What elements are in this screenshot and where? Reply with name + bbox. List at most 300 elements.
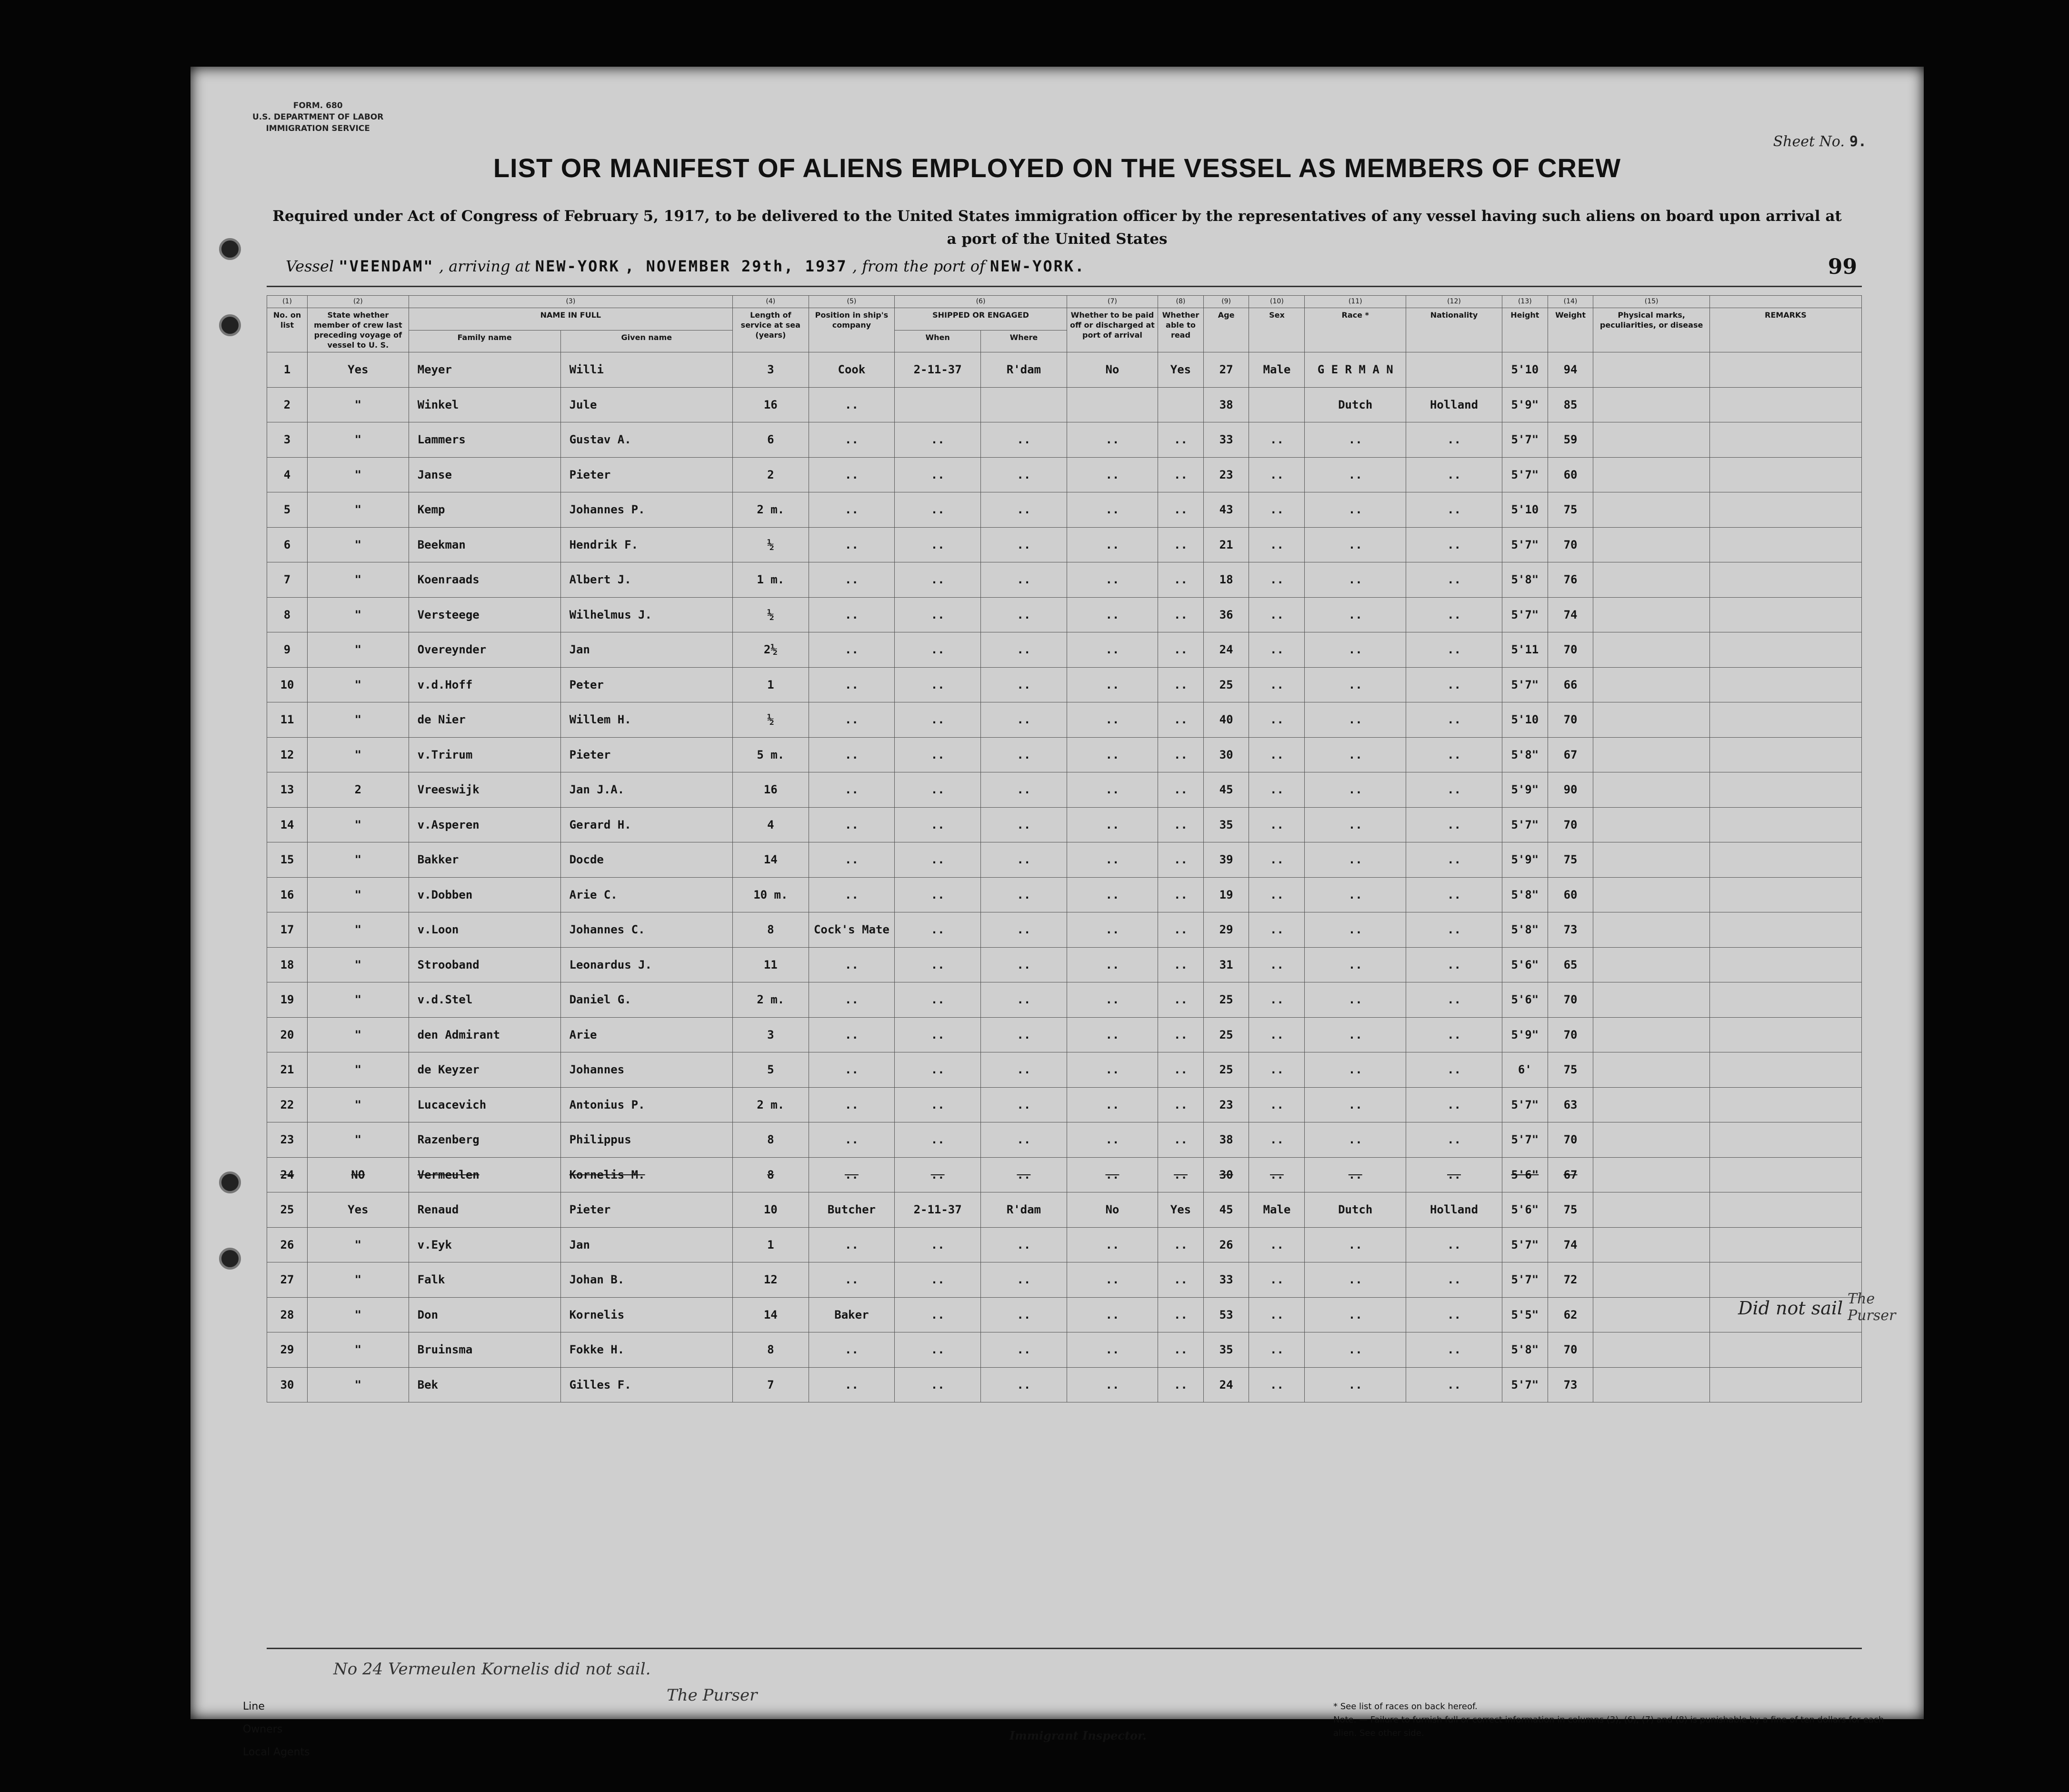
table-row <box>267 1087 1862 1122</box>
table-row <box>267 1122 1862 1158</box>
cell-weight: 94 <box>1548 352 1593 388</box>
cell-given-name: Jan J.A. <box>560 772 732 808</box>
cell-shipped-when: .. <box>895 492 981 528</box>
cell-race: .. <box>1305 737 1406 772</box>
cell-shipped-when: 2-11-37 <box>895 1192 981 1228</box>
cell-sex: .. <box>1249 1367 1305 1402</box>
cell-prev-voyage: " <box>308 527 409 562</box>
cell-sex: .. <box>1249 422 1305 458</box>
cell-given-name: Fokke H. <box>560 1332 732 1368</box>
cell-sex: Male <box>1249 1192 1305 1228</box>
cell-shipped-when: 2-11-37 <box>895 352 981 388</box>
cell-family-name: de Keyzer <box>409 1052 560 1088</box>
cell-nationality: Holland <box>1406 387 1502 422</box>
cell-position: .. <box>809 667 895 702</box>
cell-row-number: 13 <box>267 772 308 808</box>
cell-paid-off: .. <box>1067 632 1158 668</box>
cell-shipped-when: .. <box>895 527 981 562</box>
cell-position: Butcher <box>809 1192 895 1228</box>
cell-given-name: Antonius P. <box>560 1087 732 1122</box>
footnote: * See list of races on back hereof. Note. — Failure to furnish full or correct information in columns (3), (6), (7) and (8) is punishable by a fine of ten dollars for each alien. See other side. <box>1333 1702 1884 1738</box>
cell-able-to-read: .. <box>1158 632 1204 668</box>
cell-shipped-where: .. <box>981 1052 1067 1088</box>
cell-height: 5'8" <box>1502 912 1548 948</box>
cell-given-name: Pieter <box>560 457 732 492</box>
cell-service-length: 8 <box>733 1332 809 1368</box>
cell-sex: .. <box>1249 457 1305 492</box>
cell-shipped-when: .. <box>895 912 981 948</box>
table-row <box>267 1052 1862 1088</box>
cell-sex: .. <box>1249 1087 1305 1122</box>
cell-prev-voyage: " <box>308 492 409 528</box>
cell-able-to-read: .. <box>1158 842 1204 878</box>
local-agents-field: Local Agents <box>243 1746 310 1758</box>
cell-height: 5'7" <box>1502 527 1548 562</box>
arriving-port: NEW-YORK <box>535 257 620 275</box>
cell-row-number: 9 <box>267 632 308 668</box>
cell-physical <box>1593 702 1710 738</box>
cell-service-length: 10 m. <box>733 877 809 912</box>
cell-prev-voyage: 2 <box>308 772 409 808</box>
cell-family-name: v.d.Hoff <box>409 667 560 702</box>
cell-remarks <box>1709 1087 1861 1122</box>
cell-position: .. <box>809 1227 895 1262</box>
table-row <box>267 457 1862 492</box>
cell-shipped-where: .. <box>981 772 1067 808</box>
manifest-sheet <box>190 67 1924 1758</box>
cell-race: .. <box>1305 1262 1406 1298</box>
cell-nationality: .. <box>1406 527 1502 562</box>
cell-position: .. <box>809 387 895 422</box>
cell-shipped-where: .. <box>981 842 1067 878</box>
cell-physical <box>1593 1087 1710 1122</box>
cell-sex: .. <box>1249 702 1305 738</box>
cell-able-to-read: .. <box>1158 562 1204 598</box>
binder-hole <box>219 1171 241 1193</box>
cell-race: .. <box>1305 1017 1406 1052</box>
cell-race: .. <box>1305 772 1406 808</box>
cell-shipped-where: .. <box>981 1227 1067 1262</box>
cell-paid-off: .. <box>1067 737 1158 772</box>
cell-service-length: 2 <box>733 457 809 492</box>
vessel-line: Vessel "VEENDAM" , arriving at NEW-YORK , NOVEMBER 29th, 1937 , from the port of NEW-YORK. <box>286 257 1086 275</box>
line-field: Line <box>243 1701 265 1712</box>
cell-physical <box>1593 667 1710 702</box>
cell-remarks <box>1709 772 1861 808</box>
cell-shipped-where: .. <box>981 702 1067 738</box>
cell-prev-voyage: " <box>308 1262 409 1298</box>
table-row <box>267 1262 1862 1298</box>
cell-physical <box>1593 492 1710 528</box>
cell-given-name: Philippus <box>560 1122 732 1158</box>
cell-race: .. <box>1305 562 1406 598</box>
cell-age: 35 <box>1203 807 1249 842</box>
cell-family-name: v.Eyk <box>409 1227 560 1262</box>
cell-race: .. <box>1305 1367 1406 1402</box>
cell-nationality: .. <box>1406 982 1502 1018</box>
cell-position: .. <box>809 457 895 492</box>
cell-position: .. <box>809 947 895 982</box>
cell-nationality: .. <box>1406 912 1502 948</box>
cell-nationality: .. <box>1406 1122 1502 1158</box>
cell-race: .. <box>1305 982 1406 1018</box>
cell-physical <box>1593 1017 1710 1052</box>
cell-weight: 75 <box>1548 842 1593 878</box>
cell-weight: 72 <box>1548 1262 1593 1298</box>
cell-shipped-when: .. <box>895 702 981 738</box>
cell-shipped-when: .. <box>895 807 981 842</box>
cell-prev-voyage: " <box>308 947 409 982</box>
cell-able-to-read: .. <box>1158 1052 1204 1088</box>
cell-nationality: .. <box>1406 1017 1502 1052</box>
cell-prev-voyage: " <box>308 632 409 668</box>
cell-able-to-read <box>1158 387 1204 422</box>
cell-position: .. <box>809 1052 895 1088</box>
cell-paid-off: .. <box>1067 1297 1158 1332</box>
cell-prev-voyage: " <box>308 1017 409 1052</box>
cell-family-name: v.Dobben <box>409 877 560 912</box>
cell-remarks <box>1709 877 1861 912</box>
cell-remarks <box>1709 1227 1861 1262</box>
cell-family-name: Renaud <box>409 1192 560 1228</box>
table-row <box>267 1227 1862 1262</box>
cell-weight: 67 <box>1548 737 1593 772</box>
col-service: Length of service at sea (years) <box>733 308 809 352</box>
cell-sex: .. <box>1249 772 1305 808</box>
cell-remarks <box>1709 1052 1861 1088</box>
binder-hole <box>219 238 241 260</box>
cell-shipped-when: .. <box>895 597 981 632</box>
cell-age: 31 <box>1203 947 1249 982</box>
cell-race: .. <box>1305 912 1406 948</box>
cell-family-name: Janse <box>409 457 560 492</box>
cell-service-length: 2 m. <box>733 1087 809 1122</box>
cell-age: 26 <box>1203 1227 1249 1262</box>
cell-position: .. <box>809 1157 895 1192</box>
cell-position: .. <box>809 702 895 738</box>
cell-shipped-where: .. <box>981 877 1067 912</box>
cell-nationality: .. <box>1406 842 1502 878</box>
cell-able-to-read: .. <box>1158 492 1204 528</box>
cell-prev-voyage: " <box>308 702 409 738</box>
cell-height: 5'11 <box>1502 632 1548 668</box>
cell-shipped-when: .. <box>895 772 981 808</box>
cell-remarks <box>1709 1367 1861 1402</box>
cell-position: .. <box>809 1332 895 1368</box>
cell-shipped-where: .. <box>981 1262 1067 1298</box>
cell-weight: 70 <box>1548 702 1593 738</box>
cell-physical <box>1593 1227 1710 1262</box>
cell-paid-off: .. <box>1067 1227 1158 1262</box>
cell-height: 5'7" <box>1502 667 1548 702</box>
cell-race: .. <box>1305 877 1406 912</box>
cell-family-name: Kemp <box>409 492 560 528</box>
vessel-name: "VEENDAM" <box>339 257 434 275</box>
cell-height: 5'9" <box>1502 842 1548 878</box>
cell-sex: .. <box>1249 1052 1305 1088</box>
cell-race: G E R M A N <box>1305 352 1406 388</box>
cell-row-number: 4 <box>267 457 308 492</box>
cell-able-to-read: .. <box>1158 667 1204 702</box>
cell-family-name: Falk <box>409 1262 560 1298</box>
cell-remarks <box>1709 422 1861 458</box>
table-row <box>267 387 1862 422</box>
cell-remarks <box>1709 597 1861 632</box>
cell-prev-voyage: " <box>308 1087 409 1122</box>
cell-shipped-when: .. <box>895 562 981 598</box>
cell-able-to-read: .. <box>1158 457 1204 492</box>
cell-service-length: 1 <box>733 1227 809 1262</box>
cell-age: 25 <box>1203 1052 1249 1088</box>
cell-service-length: 3 <box>733 352 809 388</box>
cell-remarks <box>1709 1192 1861 1228</box>
service-name: IMMIGRATION SERVICE <box>266 124 370 133</box>
cell-age: 33 <box>1203 422 1249 458</box>
cell-row-number: 14 <box>267 807 308 842</box>
cell-row-number: 15 <box>267 842 308 878</box>
cell-shipped-where: .. <box>981 1017 1067 1052</box>
col-prev-voyage: State whether member of crew last preceding voyage of vessel to U. S. <box>308 308 409 352</box>
cell-prev-voyage: Yes <box>308 352 409 388</box>
divider <box>267 1648 1862 1649</box>
cell-given-name: Arie C. <box>560 877 732 912</box>
cell-height: 5'8" <box>1502 562 1548 598</box>
cell-given-name: Docde <box>560 842 732 878</box>
cell-race: .. <box>1305 1227 1406 1262</box>
cell-nationality: Holland <box>1406 1192 1502 1228</box>
cell-prev-voyage: " <box>308 1227 409 1262</box>
cell-paid-off: .. <box>1067 1087 1158 1122</box>
cell-age: 29 <box>1203 912 1249 948</box>
cell-row-number: 3 <box>267 422 308 458</box>
cell-shipped-when: .. <box>895 1087 981 1122</box>
cell-given-name: Gerard H. <box>560 807 732 842</box>
cell-prev-voyage: " <box>308 597 409 632</box>
cell-given-name: Arie <box>560 1017 732 1052</box>
cell-family-name: v.d.Stel <box>409 982 560 1018</box>
cell-remarks <box>1709 1017 1861 1052</box>
cell-physical <box>1593 527 1710 562</box>
cell-able-to-read: .. <box>1158 1157 1204 1192</box>
col-no: No. on list <box>267 308 308 352</box>
cell-service-length: 5 m. <box>733 737 809 772</box>
cell-nationality: .. <box>1406 1262 1502 1298</box>
cell-shipped-when: .. <box>895 1157 981 1192</box>
cell-age: 33 <box>1203 1262 1249 1298</box>
cell-able-to-read: .. <box>1158 1122 1204 1158</box>
cell-age: 38 <box>1203 387 1249 422</box>
cell-service-length: 8 <box>733 912 809 948</box>
cell-weight: 74 <box>1548 1227 1593 1262</box>
cell-family-name: Lucacevich <box>409 1087 560 1122</box>
cell-prev-voyage: " <box>308 912 409 948</box>
cell-nationality: .. <box>1406 1087 1502 1122</box>
cell-service-length: ½ <box>733 527 809 562</box>
cell-position: .. <box>809 562 895 598</box>
cell-family-name: v.Trirum <box>409 737 560 772</box>
cell-height: 5'8" <box>1502 877 1548 912</box>
cell-row-number: 21 <box>267 1052 308 1088</box>
cell-position: .. <box>809 597 895 632</box>
cell-nationality: .. <box>1406 1157 1502 1192</box>
cell-physical <box>1593 807 1710 842</box>
cell-weight: 63 <box>1548 1087 1593 1122</box>
cell-service-length: 16 <box>733 387 809 422</box>
cell-family-name: Bakker <box>409 842 560 878</box>
cell-shipped-when: .. <box>895 1332 981 1368</box>
cell-given-name: Johannes C. <box>560 912 732 948</box>
cell-race: .. <box>1305 807 1406 842</box>
cell-service-length: 16 <box>733 772 809 808</box>
cell-position: .. <box>809 982 895 1018</box>
did-not-sail-note: Did not sail <box>1738 1298 1843 1319</box>
cell-age: 24 <box>1203 632 1249 668</box>
cell-shipped-when: .. <box>895 877 981 912</box>
cell-able-to-read: .. <box>1158 1297 1204 1332</box>
cell-paid-off: .. <box>1067 842 1158 878</box>
cell-row-number: 29 <box>267 1332 308 1368</box>
cell-age: 19 <box>1203 877 1249 912</box>
col-given-name: Given name <box>560 330 732 352</box>
cell-remarks <box>1709 632 1861 668</box>
cell-remarks <box>1709 737 1861 772</box>
cell-family-name: Vreeswijk <box>409 772 560 808</box>
cell-prev-voyage: " <box>308 982 409 1018</box>
cell-shipped-when: .. <box>895 667 981 702</box>
col-read: Whether able to read <box>1158 308 1204 352</box>
cell-weight: 66 <box>1548 667 1593 702</box>
table-row <box>267 947 1862 982</box>
cell-age: 45 <box>1203 1192 1249 1228</box>
cell-remarks <box>1709 807 1861 842</box>
cell-shipped-where: .. <box>981 527 1067 562</box>
footer-fields <box>243 1695 310 1764</box>
col-weight: Weight <box>1548 308 1593 352</box>
cell-physical <box>1593 352 1710 388</box>
cell-physical <box>1593 1332 1710 1368</box>
cell-physical <box>1593 1122 1710 1158</box>
table-row <box>267 982 1862 1018</box>
cell-physical <box>1593 737 1710 772</box>
cell-row-number: 17 <box>267 912 308 948</box>
cell-sex: .. <box>1249 492 1305 528</box>
cell-able-to-read: .. <box>1158 1367 1204 1402</box>
cell-position: .. <box>809 1367 895 1402</box>
cell-race: .. <box>1305 527 1406 562</box>
cell-family-name: Beekman <box>409 527 560 562</box>
cell-race: .. <box>1305 667 1406 702</box>
cell-family-name: Versteege <box>409 597 560 632</box>
arrival-date: , NOVEMBER 29th, 1937 <box>625 257 848 275</box>
cell-position: .. <box>809 807 895 842</box>
col-height: Height <box>1502 308 1548 352</box>
owners-field: Owners <box>243 1723 283 1735</box>
table-row <box>267 1297 1862 1332</box>
binder-hole <box>219 314 241 336</box>
cell-able-to-read: .. <box>1158 1087 1204 1122</box>
cell-height: 5'7" <box>1502 1227 1548 1262</box>
cell-race: Dutch <box>1305 1192 1406 1228</box>
col-physical: Physical marks, peculiarities, or disease <box>1593 308 1710 352</box>
table-row <box>267 562 1862 598</box>
cell-row-number: 18 <box>267 947 308 982</box>
cell-position: .. <box>809 422 895 458</box>
cell-nationality: .. <box>1406 947 1502 982</box>
cell-age: 30 <box>1203 737 1249 772</box>
cell-physical <box>1593 387 1710 422</box>
cell-weight: 70 <box>1548 527 1593 562</box>
cell-shipped-when: .. <box>895 947 981 982</box>
manifest-title: LIST OR MANIFEST OF ALIENS EMPLOYED ON THE VESSEL AS MEMBERS OF CREW <box>493 153 1621 183</box>
cell-height: 5'7" <box>1502 422 1548 458</box>
cell-service-length: 8 <box>733 1122 809 1158</box>
cell-race: .. <box>1305 632 1406 668</box>
cell-able-to-read: .. <box>1158 527 1204 562</box>
cell-remarks <box>1709 527 1861 562</box>
cell-family-name: Bek <box>409 1367 560 1402</box>
cell-nationality: .. <box>1406 597 1502 632</box>
cell-service-length: 8 <box>733 1157 809 1192</box>
cell-nationality <box>1406 352 1502 388</box>
cell-row-number: 23 <box>267 1122 308 1158</box>
cell-physical <box>1593 1297 1710 1332</box>
binder-hole <box>219 1248 241 1270</box>
cell-family-name: Vermeulen <box>409 1157 560 1192</box>
cell-able-to-read: .. <box>1158 1332 1204 1368</box>
table-row <box>267 632 1862 668</box>
col-name: NAME IN FULL <box>409 308 732 330</box>
cell-race: .. <box>1305 492 1406 528</box>
cell-weight: 65 <box>1548 947 1593 982</box>
cell-given-name: Daniel G. <box>560 982 732 1018</box>
purser-signature-margin: The Purser <box>1848 1291 1896 1324</box>
cell-age: 43 <box>1203 492 1249 528</box>
cell-paid-off: .. <box>1067 1157 1158 1192</box>
cell-able-to-read: .. <box>1158 982 1204 1018</box>
cell-able-to-read: Yes <box>1158 1192 1204 1228</box>
cell-shipped-where: .. <box>981 422 1067 458</box>
cell-race: .. <box>1305 1122 1406 1158</box>
cell-shipped-where: .. <box>981 562 1067 598</box>
cell-service-length: 1 <box>733 667 809 702</box>
cell-weight: 73 <box>1548 1367 1593 1402</box>
cell-sex: .. <box>1249 1332 1305 1368</box>
cell-age: 25 <box>1203 1017 1249 1052</box>
cell-nationality: .. <box>1406 877 1502 912</box>
cell-shipped-where: R'dam <box>981 352 1067 388</box>
cell-able-to-read: .. <box>1158 912 1204 948</box>
cell-prev-voyage: " <box>308 1367 409 1402</box>
col-shipped: SHIPPED OR ENGAGED <box>895 308 1067 330</box>
cell-age: 30 <box>1203 1157 1249 1192</box>
cell-prev-voyage: " <box>308 422 409 458</box>
table-row <box>267 807 1862 842</box>
col-nationality: Nationality <box>1406 308 1502 352</box>
cell-height: 5'7" <box>1502 1087 1548 1122</box>
cell-age: 40 <box>1203 702 1249 738</box>
cell-position: .. <box>809 1122 895 1158</box>
cell-able-to-read: .. <box>1158 807 1204 842</box>
cell-shipped-where: .. <box>981 912 1067 948</box>
cell-physical <box>1593 1262 1710 1298</box>
cell-paid-off: .. <box>1067 1017 1158 1052</box>
cell-prev-voyage: " <box>308 842 409 878</box>
cell-family-name: Razenberg <box>409 1122 560 1158</box>
cell-given-name: Gilles F. <box>560 1367 732 1402</box>
cell-weight: 70 <box>1548 632 1593 668</box>
cell-age: 23 <box>1203 1087 1249 1122</box>
cell-service-length: 5 <box>733 1052 809 1088</box>
